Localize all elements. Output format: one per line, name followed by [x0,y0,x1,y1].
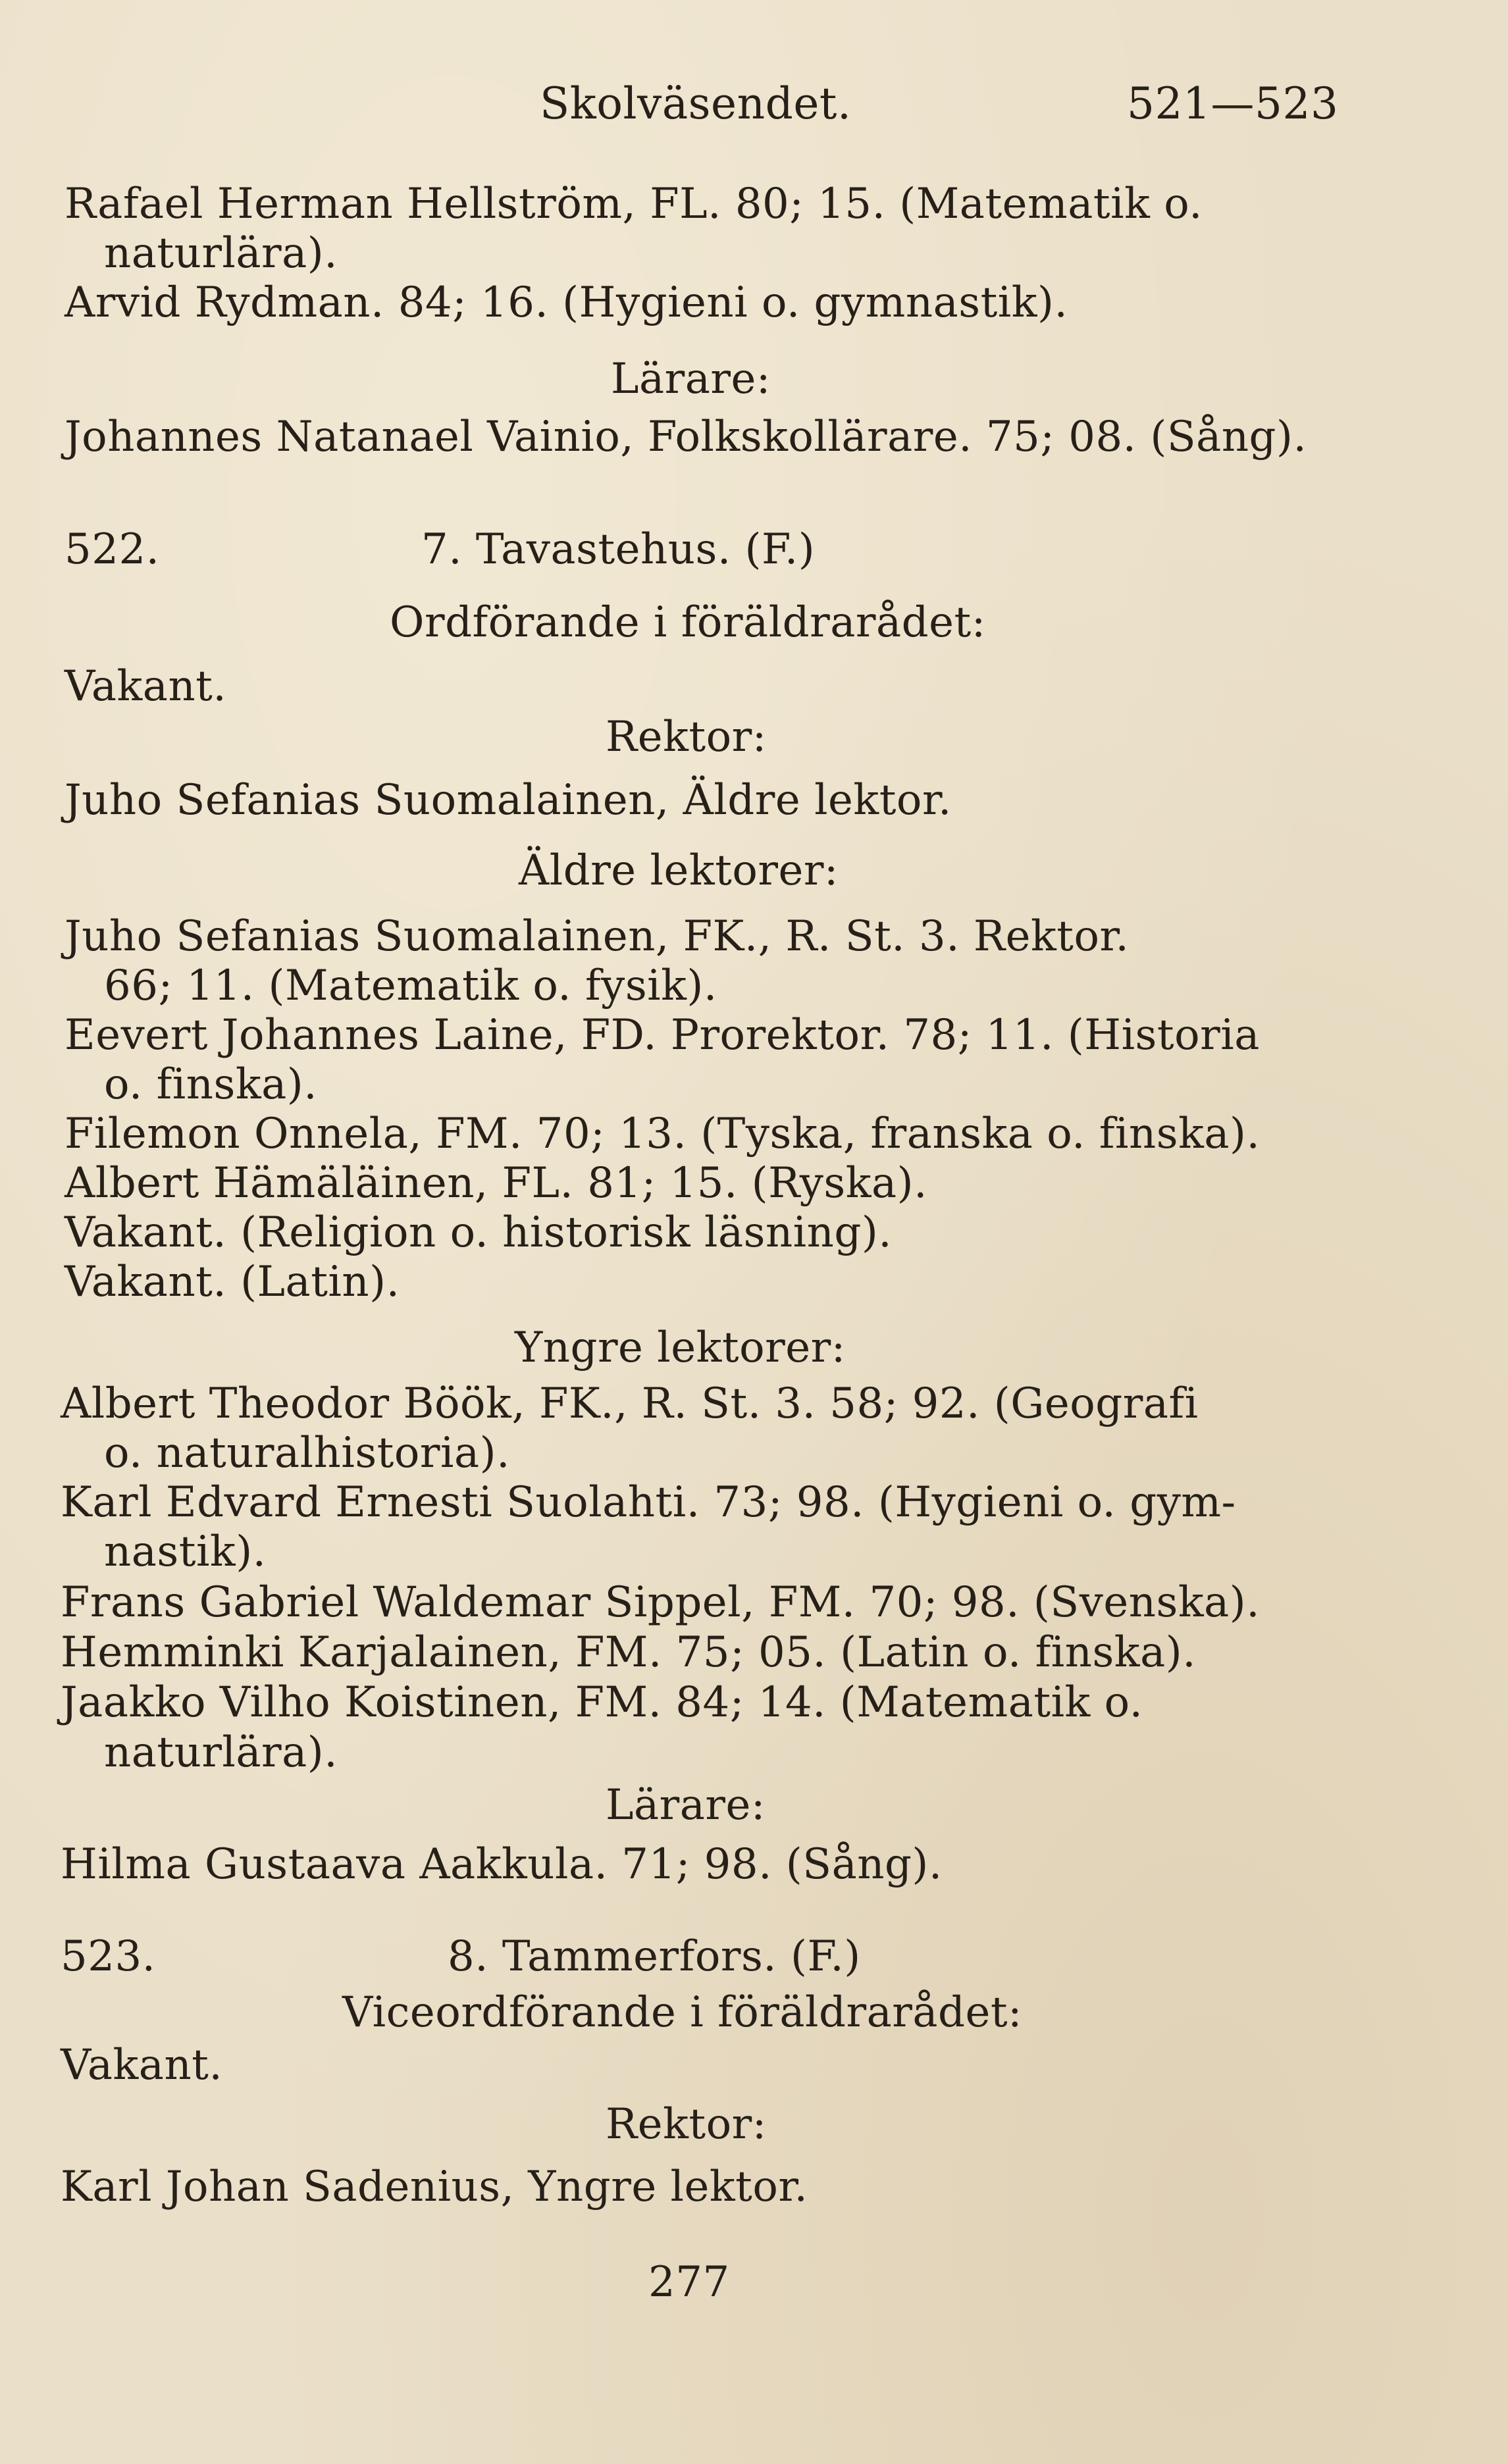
text-line: Juho Sefanias Suomalainen, FK., R. St. 3. Rektor. [65,912,1130,961]
text-line: Filemon Onnela, FM. 70; 13. (Tyska, franska o. finska). [65,1110,1261,1158]
text-line: Vakant. [65,662,227,711]
section-heading: Lärare: [611,355,771,403]
section-number: 523. [61,1932,156,1981]
section-number: 522. [65,525,160,574]
section-heading: Ordförande i föräldrarådet: [390,598,986,647]
text-line: Vakant. (Religion o. historisk läsning). [65,1208,893,1257]
section-heading: Yngre lektorer: [515,1323,846,1372]
text-line: Hilma Gustaava Aakkula. 71; 98. (Sång). [61,1840,943,1889]
text-line: Albert Theodor Böök, FK., R. St. 3. 58; 92. (Geografi [61,1379,1199,1428]
text-line: o. naturalhistoria). [104,1429,510,1477]
section-heading: Rektor: [606,2100,767,2149]
text-line: naturlära). [104,1728,338,1777]
text-line: Frans Gabriel Waldemar Sippel, FM. 70; 98. (Svenska). [61,1578,1261,1627]
section-heading: Rektor: [606,713,767,761]
page-number: 277 [648,2258,730,2307]
text-line: Karl Johan Sadenius, Yngre lektor. [61,2163,808,2211]
running-head-title: Skolväsendet. [540,78,852,129]
running-head-range: 521—523 [1127,78,1339,129]
school-title: 7. Tavastehus. (F.) [421,525,816,574]
text-line: nastik). [104,1527,267,1576]
section-heading: Viceordförande i föräldrarådet: [342,1988,1023,2037]
text-line: Vakant. [61,2041,223,2090]
text-line: o. finska). [104,1060,318,1109]
text-line: Karl Edvard Ernesti Suolahti. 73; 98. (Hygieni o. gym- [61,1478,1236,1527]
text-line: Jaakko Vilho Koistinen, FM. 84; 14. (Matematik o. [61,1678,1143,1727]
text-line: Arvid Rydman. 84; 16. (Hygieni o. gymnastik). [65,278,1068,327]
text-line: naturlära). [104,229,338,278]
text-line: Vakant. (Latin). [65,1258,400,1306]
text-line: Eevert Johannes Laine, FD. Prorektor. 78; 11. (Historia [65,1011,1260,1060]
section-heading: Äldre lektorer: [519,846,839,895]
text-line: Johannes Natanael Vainio, Folkskollärare. 75; 08. (Sång). [65,413,1307,461]
text-line: 66; 11. (Matematik o. fysik). [104,962,717,1010]
school-title: 8. Tammerfors. (F.) [448,1932,861,1981]
text-line: Rafael Herman Hellström, FL. 80; 15. (Matematik o. [65,180,1203,228]
text-line: Juho Sefanias Suomalainen, Äldre lektor. [65,776,952,825]
section-heading: Lärare: [606,1781,766,1830]
text-line: Albert Hämäläinen, FL. 81; 15. (Ryska). [65,1159,927,1208]
text-line: Hemminki Karjalainen, FM. 75; 05. (Latin o. finska). [61,1628,1197,1677]
